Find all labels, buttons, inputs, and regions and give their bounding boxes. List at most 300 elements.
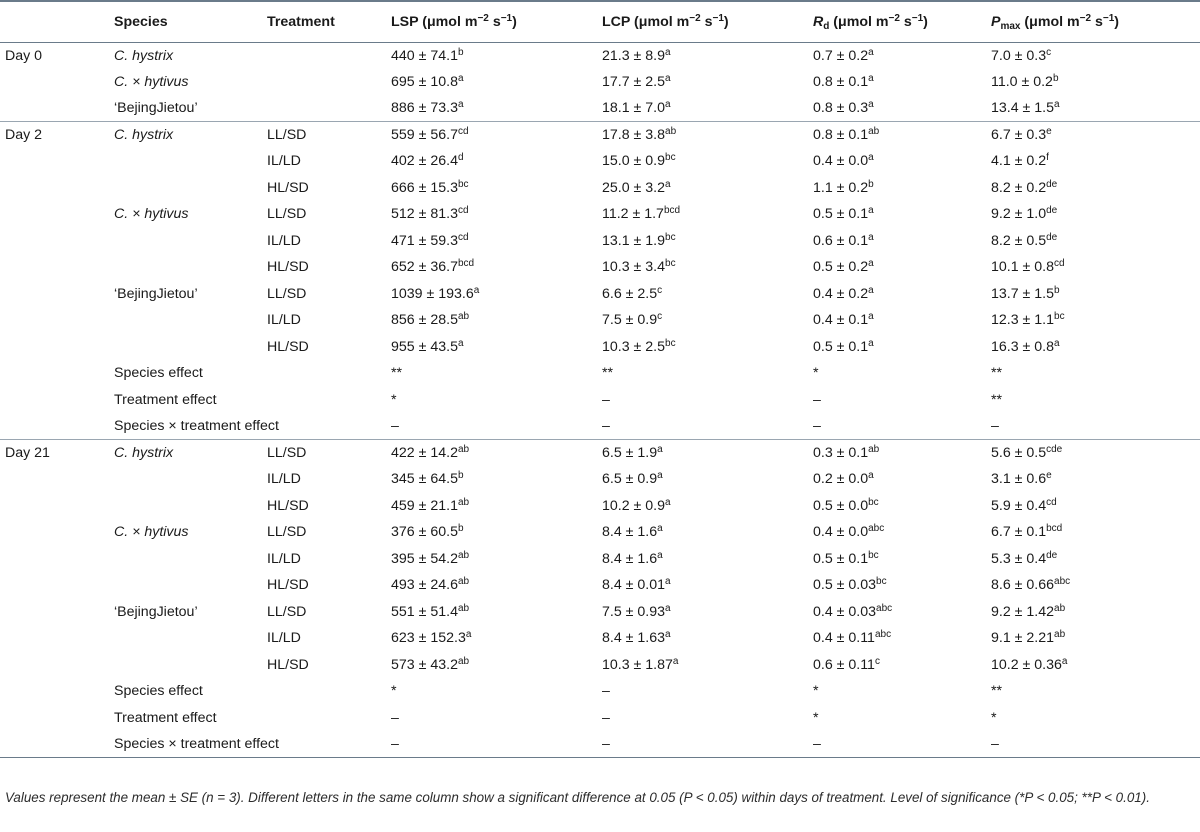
cell-day bbox=[0, 148, 110, 175]
significance-letters: de bbox=[1046, 549, 1058, 561]
cell-treatment: IL/LD bbox=[267, 471, 301, 488]
cell-species bbox=[110, 466, 263, 493]
cell-value: 13.7 ± 1.5 bbox=[991, 285, 1055, 302]
cell-species: ‘BejingJietou’ bbox=[114, 285, 198, 302]
cell-value: 551 ± 51.4 bbox=[391, 603, 458, 620]
cell-day bbox=[0, 731, 110, 758]
cell-value: * bbox=[813, 683, 819, 700]
cell-day bbox=[0, 95, 110, 122]
cell-treatment: HL/SD bbox=[267, 497, 309, 514]
cell-value: 8.4 ± 1.6 bbox=[602, 550, 658, 567]
cell-lcp bbox=[598, 519, 809, 546]
cell-lsp bbox=[387, 281, 598, 308]
cell-value: 9.2 ± 1.0 bbox=[991, 206, 1047, 223]
cell-day bbox=[0, 69, 110, 96]
cell-day bbox=[0, 201, 110, 228]
cell-value: * bbox=[391, 391, 397, 408]
cell-lsp bbox=[387, 413, 598, 440]
cell-lcp bbox=[598, 678, 809, 705]
cell-pmax bbox=[987, 175, 1200, 202]
cell-pmax bbox=[987, 307, 1200, 334]
significance-letters: c bbox=[874, 655, 880, 667]
cell-value: 4.1 ± 0.2 bbox=[991, 153, 1047, 170]
cell-rd bbox=[809, 678, 987, 705]
significance-letters: e bbox=[1046, 470, 1052, 482]
cell-rd bbox=[809, 731, 987, 758]
table-row bbox=[0, 122, 1200, 149]
cell-lsp bbox=[387, 360, 598, 387]
table-row bbox=[0, 413, 1200, 440]
table-row bbox=[0, 228, 1200, 255]
cell-pmax bbox=[987, 413, 1200, 440]
cell-value: 395 ± 54.2 bbox=[391, 550, 458, 567]
cell-rd bbox=[809, 625, 987, 652]
significance-letters: a bbox=[1054, 337, 1060, 349]
table-row bbox=[0, 334, 1200, 361]
significance-letters: a bbox=[473, 284, 480, 296]
cell-value: – bbox=[391, 736, 399, 752]
cell-lcp bbox=[598, 440, 809, 467]
cell-rd bbox=[809, 546, 987, 573]
cell-day bbox=[0, 334, 110, 361]
cell-pmax bbox=[987, 705, 1200, 732]
cell-species: C. × hytivus bbox=[114, 73, 189, 90]
significance-letters: b bbox=[1052, 72, 1059, 84]
significance-letters: b bbox=[868, 178, 874, 190]
cell-treatment: LL/SD bbox=[267, 603, 307, 620]
significance-letters: bc bbox=[665, 152, 676, 164]
cell-rd bbox=[809, 69, 987, 96]
cell-pmax bbox=[987, 440, 1200, 467]
significance-letters: a bbox=[868, 72, 874, 84]
cell-day bbox=[0, 413, 110, 440]
significance-letters: a bbox=[657, 523, 663, 535]
cell-pmax bbox=[987, 625, 1200, 652]
cell-treatment bbox=[263, 69, 387, 96]
cell-pmax bbox=[987, 387, 1200, 414]
cell-day bbox=[0, 493, 110, 520]
cell-value: 0.4 ± 0.2 bbox=[813, 285, 869, 302]
cell-treatment: LL/SD bbox=[267, 524, 307, 541]
significance-letters: a bbox=[457, 99, 464, 110]
cell-lsp bbox=[387, 334, 598, 361]
table-row bbox=[0, 175, 1200, 202]
cell-rd bbox=[809, 307, 987, 334]
cell-value: 652 ± 36.7 bbox=[391, 259, 458, 276]
cell-treatment bbox=[263, 42, 387, 69]
cell-species: ‘BejingJietou’ bbox=[114, 100, 198, 116]
cell-value: 1039 ± 193.6 bbox=[391, 285, 474, 302]
table-row bbox=[0, 625, 1200, 652]
cell-pmax bbox=[987, 334, 1200, 361]
cell-value: * bbox=[813, 365, 819, 382]
cell-species: C. hystrix bbox=[114, 47, 174, 64]
cell-day bbox=[0, 387, 110, 414]
significance-letters: c bbox=[657, 284, 663, 296]
cell-value: 0.4 ± 0.11 bbox=[813, 630, 875, 647]
cell-value: 6.5 ± 0.9 bbox=[602, 471, 658, 488]
cell-value: 8.2 ± 0.5 bbox=[991, 232, 1047, 249]
significance-letters: bc bbox=[665, 258, 676, 270]
cell-lsp bbox=[387, 440, 598, 467]
cell-rd bbox=[809, 705, 987, 732]
cell-pmax bbox=[987, 652, 1200, 679]
significance-letters: a bbox=[665, 496, 671, 508]
table-row bbox=[0, 95, 1200, 122]
cell-pmax bbox=[987, 493, 1200, 520]
cell-value: 0.3 ± 0.1 bbox=[813, 445, 869, 461]
cell-value: 5.3 ± 0.4 bbox=[991, 550, 1047, 567]
cell-pmax bbox=[987, 546, 1200, 573]
cell-lcp bbox=[598, 254, 809, 281]
significance-letters: abc bbox=[874, 629, 892, 641]
cell-species: C. × hytivus bbox=[114, 206, 189, 223]
significance-letters: a bbox=[665, 629, 671, 641]
cell-value: 886 ± 73.3 bbox=[391, 100, 458, 116]
cell-value: 10.2 ± 0.9 bbox=[602, 497, 666, 514]
significance-letters: abc bbox=[868, 523, 885, 535]
cell-pmax bbox=[987, 122, 1200, 149]
cell-lcp bbox=[598, 572, 809, 599]
cell-value: 8.6 ± 0.66 bbox=[991, 577, 1055, 594]
cell-treatment: IL/LD bbox=[267, 153, 301, 170]
significance-letters: e bbox=[1046, 126, 1052, 137]
cell-value: 345 ± 64.5 bbox=[391, 471, 458, 488]
table-footnote: Values represent the mean ± SE (n = 3). Different letters in the same column show a significant difference at 0.05 (P < 0.05) within days of treatment. Level of significance (*P < 0.05; **P < 0.01). bbox=[5, 790, 1150, 805]
cell-value: 25.0 ± 3.2 bbox=[602, 179, 666, 196]
cell-value: 0.4 ± 0.03 bbox=[813, 603, 877, 620]
cell-lsp bbox=[387, 95, 598, 122]
cell-day bbox=[0, 254, 110, 281]
cell-rd bbox=[809, 228, 987, 255]
cell-rd bbox=[809, 413, 987, 440]
cell-pmax bbox=[987, 42, 1200, 69]
cell-value: 17.7 ± 2.5 bbox=[602, 73, 666, 90]
cell-species bbox=[110, 546, 263, 573]
significance-letters: de bbox=[1046, 231, 1058, 243]
cell-value: – bbox=[813, 736, 821, 752]
table-row bbox=[0, 69, 1200, 96]
cell-species bbox=[110, 572, 263, 599]
significance-letters: ab bbox=[457, 444, 470, 455]
cell-value: 18.1 ± 7.0 bbox=[602, 100, 666, 116]
significance-letters: cd bbox=[1046, 496, 1057, 508]
significance-letters: d bbox=[457, 152, 464, 164]
cell-value: – bbox=[602, 418, 610, 434]
cell-value: 7.5 ± 0.9 bbox=[602, 312, 658, 329]
cell-species bbox=[110, 148, 263, 175]
cell-value: * bbox=[813, 709, 819, 726]
cell-value: 512 ± 81.3 bbox=[391, 206, 458, 223]
cell-lsp bbox=[387, 705, 598, 732]
significance-letters: ab bbox=[1054, 602, 1066, 614]
significance-letters: de bbox=[1046, 178, 1058, 190]
header-pmax: $P_{max}$ (μmol $m^{-2}$ $s^{-1}$) bbox=[987, 1, 1200, 42]
cell-species: Treatment effect bbox=[114, 391, 217, 408]
cell-value: 15.0 ± 0.9 bbox=[602, 153, 666, 170]
cell-treatment: LL/SD bbox=[267, 285, 307, 302]
cell-value: 13.4 ± 1.5 bbox=[991, 100, 1055, 116]
cell-value: 7.5 ± 0.93 bbox=[602, 603, 666, 620]
cell-value: 10.3 ± 2.5 bbox=[602, 338, 666, 355]
significance-letters: a bbox=[868, 311, 874, 323]
significance-letters: a bbox=[665, 602, 671, 614]
cell-value: 0.5 ± 0.2 bbox=[813, 259, 869, 276]
significance-letters: b bbox=[457, 46, 464, 58]
cell-day bbox=[0, 466, 110, 493]
cell-lsp bbox=[387, 254, 598, 281]
significance-letters: cd bbox=[1054, 258, 1065, 270]
cell-value: 10.3 ± 1.87 bbox=[602, 656, 673, 673]
cell-value: 0.4 ± 0.1 bbox=[813, 312, 869, 329]
significance-letters: ab bbox=[457, 549, 470, 561]
cell-rd bbox=[809, 519, 987, 546]
cell-value: 955 ± 43.5 bbox=[391, 338, 458, 355]
significance-letters: a bbox=[672, 655, 679, 667]
cell-pmax bbox=[987, 599, 1200, 626]
cell-value: – bbox=[602, 736, 610, 752]
cell-lsp bbox=[387, 148, 598, 175]
significance-letters: bcd bbox=[663, 205, 681, 217]
cell-value: 10.1 ± 0.8 bbox=[991, 259, 1055, 276]
cell-species bbox=[110, 228, 263, 255]
cell-lsp bbox=[387, 122, 598, 149]
cell-day bbox=[0, 546, 110, 573]
significance-letters: a bbox=[665, 72, 671, 84]
cell-value: 856 ± 28.5 bbox=[391, 312, 458, 329]
cell-lsp bbox=[387, 731, 598, 758]
significance-letters: a bbox=[465, 629, 472, 641]
cell-lsp bbox=[387, 519, 598, 546]
table-row bbox=[0, 705, 1200, 732]
cell-rd bbox=[809, 148, 987, 175]
cell-treatment bbox=[263, 95, 387, 122]
cell-species: Species effect bbox=[114, 365, 203, 382]
cell-value: – bbox=[602, 709, 610, 726]
cell-value: 0.5 ± 0.1 bbox=[813, 206, 869, 223]
cell-lcp bbox=[598, 360, 809, 387]
cell-rd bbox=[809, 440, 987, 467]
cell-treatment: HL/SD bbox=[267, 577, 309, 594]
cell-value: 12.3 ± 1.1 bbox=[991, 312, 1055, 329]
cell-lsp bbox=[387, 307, 598, 334]
cell-value: 13.1 ± 1.9 bbox=[602, 232, 666, 249]
cell-rd bbox=[809, 175, 987, 202]
cell-value: 0.5 ± 0.03 bbox=[813, 577, 877, 594]
cell-rd bbox=[809, 572, 987, 599]
significance-letters: ab bbox=[665, 126, 677, 137]
cell-species bbox=[110, 625, 263, 652]
cell-treatment bbox=[263, 413, 387, 440]
cell-day bbox=[0, 678, 110, 705]
cell-lsp bbox=[387, 42, 598, 69]
cell-pmax bbox=[987, 678, 1200, 705]
cell-lsp bbox=[387, 201, 598, 228]
cell-value: * bbox=[991, 709, 997, 726]
cell-value: 11.2 ± 1.7 bbox=[602, 206, 664, 223]
significance-letters: a bbox=[1054, 99, 1060, 110]
cell-value: – bbox=[813, 418, 821, 434]
header-treatment: Treatment bbox=[263, 1, 387, 42]
significance-letters: ab bbox=[457, 576, 470, 588]
cell-value: 0.4 ± 0.0 bbox=[813, 524, 869, 541]
cell-lcp bbox=[598, 413, 809, 440]
cell-value: 1.1 ± 0.2 bbox=[813, 179, 869, 196]
significance-letters: a bbox=[868, 99, 874, 110]
cell-value: 9.2 ± 1.42 bbox=[991, 603, 1055, 620]
significance-letters: bc bbox=[665, 337, 676, 349]
cell-lsp bbox=[387, 387, 598, 414]
header-row bbox=[0, 1, 1200, 42]
cell-value: 16.3 ± 0.8 bbox=[991, 338, 1055, 355]
significance-letters: a bbox=[457, 337, 464, 349]
cell-value: ** bbox=[991, 683, 1003, 700]
cell-rd bbox=[809, 42, 987, 69]
cell-species: C. × hytivus bbox=[114, 524, 189, 541]
cell-value: 471 ± 59.3 bbox=[391, 232, 458, 249]
cell-value: 0.4 ± 0.0 bbox=[813, 153, 869, 170]
cell-species: C. hystrix bbox=[110, 440, 263, 467]
header-lcp: LCP (μmol $m^{-2}$ $s^{-1}$) bbox=[598, 1, 809, 42]
cell-lcp bbox=[598, 731, 809, 758]
cell-treatment: IL/LD bbox=[267, 232, 301, 249]
cell-value: 402 ± 26.4 bbox=[391, 153, 458, 170]
cell-value: 6.5 ± 1.9 bbox=[602, 445, 658, 461]
table-row bbox=[0, 546, 1200, 573]
cell-lcp bbox=[598, 228, 809, 255]
cell-value: 11.0 ± 0.2 bbox=[991, 73, 1053, 90]
cell-lcp bbox=[598, 307, 809, 334]
significance-letters: ab bbox=[457, 496, 470, 508]
cell-species bbox=[110, 254, 263, 281]
significance-letters: ab bbox=[457, 602, 470, 614]
cell-value: 21.3 ± 8.9 bbox=[602, 47, 666, 64]
cell-species bbox=[110, 175, 263, 202]
cell-lcp bbox=[598, 652, 809, 679]
cell-pmax bbox=[987, 466, 1200, 493]
cell-day bbox=[0, 625, 110, 652]
cell-lcp bbox=[598, 148, 809, 175]
significance-letters: abc bbox=[876, 602, 893, 614]
cell-value: – bbox=[991, 736, 999, 752]
cell-treatment: IL/LD bbox=[267, 550, 301, 567]
cell-rd bbox=[809, 360, 987, 387]
cell-day bbox=[0, 281, 110, 308]
cell-pmax bbox=[987, 731, 1200, 758]
cell-lsp bbox=[387, 228, 598, 255]
cell-value: 0.5 ± 0.0 bbox=[813, 497, 869, 514]
header-rd: $R_d$ (μmol $m^{-2}$ $s^{-1}$) bbox=[809, 1, 987, 42]
cell-value: 0.5 ± 0.1 bbox=[813, 338, 869, 355]
significance-letters: a bbox=[657, 470, 663, 482]
cell-value: ** bbox=[991, 391, 1003, 408]
cell-value: 3.1 ± 0.6 bbox=[991, 471, 1047, 488]
cell-pmax bbox=[987, 254, 1200, 281]
cell-rd bbox=[809, 466, 987, 493]
cell-lcp bbox=[598, 69, 809, 96]
significance-letters: bc bbox=[868, 496, 879, 508]
cell-treatment: HL/SD bbox=[267, 259, 309, 276]
cell-value: 493 ± 24.6 bbox=[391, 577, 458, 594]
significance-letters: de bbox=[1046, 205, 1058, 217]
cell-value: 6.6 ± 2.5 bbox=[602, 285, 658, 302]
cell-value: – bbox=[813, 391, 821, 408]
cell-lcp bbox=[598, 42, 809, 69]
significance-letters: bcd bbox=[1046, 523, 1063, 535]
cell-rd bbox=[809, 334, 987, 361]
cell-species bbox=[110, 493, 263, 520]
cell-rd bbox=[809, 281, 987, 308]
table-row bbox=[0, 599, 1200, 626]
cell-species bbox=[110, 652, 263, 679]
cell-value: ** bbox=[391, 365, 403, 382]
cell-value: – bbox=[391, 418, 399, 434]
significance-letters: ab bbox=[868, 126, 880, 137]
table-row bbox=[0, 201, 1200, 228]
cell-treatment bbox=[263, 731, 387, 758]
significance-letters: a bbox=[868, 284, 874, 296]
cell-day bbox=[0, 599, 110, 626]
cell-lcp bbox=[598, 281, 809, 308]
cell-pmax bbox=[987, 360, 1200, 387]
table-row bbox=[0, 307, 1200, 334]
significance-letters: bc bbox=[457, 178, 469, 190]
significance-letters: b bbox=[1054, 284, 1060, 296]
significance-letters: a bbox=[868, 231, 874, 243]
cell-lcp bbox=[598, 122, 809, 149]
cell-species: Treatment effect bbox=[114, 709, 217, 726]
cell-day: Day 2 bbox=[0, 122, 110, 149]
cell-value: 0.5 ± 0.1 bbox=[813, 550, 869, 567]
cell-lcp bbox=[598, 599, 809, 626]
cell-value: 10.3 ± 3.4 bbox=[602, 259, 666, 276]
cell-lsp bbox=[387, 466, 598, 493]
header-lsp: LSP (μmol $m^{-2}$ $s^{-1}$) bbox=[387, 1, 598, 42]
cell-treatment: LL/SD bbox=[267, 206, 307, 223]
significance-letters: b bbox=[457, 523, 464, 535]
significance-letters: c bbox=[1046, 46, 1052, 58]
significance-letters: b bbox=[457, 470, 464, 482]
cell-value: 8.4 ± 0.01 bbox=[602, 577, 666, 594]
cell-value: 559 ± 56.7 bbox=[391, 127, 458, 143]
cell-value: 0.8 ± 0.1 bbox=[813, 73, 869, 90]
cell-species: Species × treatment effect bbox=[114, 418, 279, 434]
cell-lcp bbox=[598, 334, 809, 361]
significance-letters: a bbox=[657, 444, 663, 455]
table-row bbox=[0, 440, 1200, 467]
cell-value: ** bbox=[602, 365, 614, 382]
cell-pmax bbox=[987, 95, 1200, 122]
cell-lcp bbox=[598, 705, 809, 732]
header-day bbox=[0, 1, 110, 42]
cell-treatment: HL/SD bbox=[267, 179, 309, 196]
cell-treatment: IL/LD bbox=[267, 630, 301, 647]
cell-value: 8.4 ± 1.6 bbox=[602, 524, 658, 541]
cell-treatment: IL/LD bbox=[267, 312, 301, 329]
cell-treatment bbox=[263, 705, 387, 732]
table-row bbox=[0, 148, 1200, 175]
cell-value: 695 ± 10.8 bbox=[391, 73, 458, 90]
cell-treatment bbox=[263, 387, 387, 414]
table-row bbox=[0, 254, 1200, 281]
table-row bbox=[0, 493, 1200, 520]
cell-value: 459 ± 21.1 bbox=[391, 497, 458, 514]
significance-letters: a bbox=[868, 337, 874, 349]
significance-letters: bc bbox=[868, 549, 879, 561]
table-row bbox=[0, 360, 1200, 387]
cell-lcp bbox=[598, 201, 809, 228]
cell-lcp bbox=[598, 95, 809, 122]
